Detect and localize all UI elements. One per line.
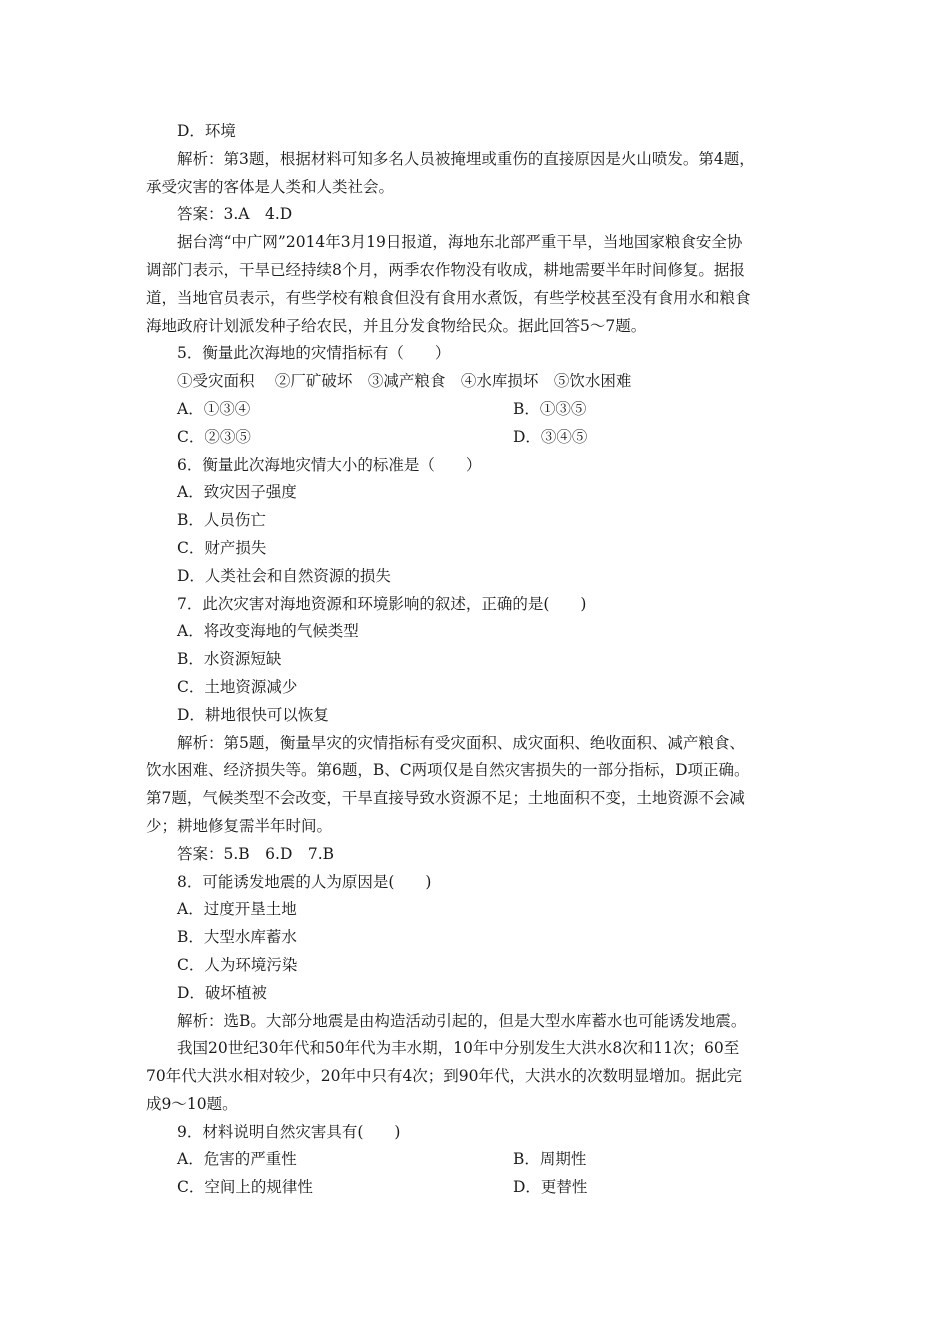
text-line: 解析：选B。大部分地震是由构造活动引起的，但是大型水库蓄水也可能诱发地震。 — [177, 1011, 747, 1030]
option-left: A．①③④ — [177, 399, 251, 418]
text-line: 7．此次灾害对海地资源和环境影响的叙述，正确的是( ) — [177, 594, 587, 613]
text-line: D．破坏植被 — [177, 983, 267, 1002]
text-line: 解析：第3题，根据材料可知多名人员被掩埋或重伤的直接原因是火山喷发。第4题， — [177, 149, 755, 168]
text-line: 据台湾“中广网”2014年3月19日报道，海地东北部严重干旱，当地国家粮食安全协 — [177, 233, 743, 252]
text-line: D．环境 — [177, 122, 236, 140]
text-line: 成9～10题。 — [146, 1094, 238, 1113]
text-line: C．土地资源减少 — [177, 677, 298, 696]
text-line: B．水资源短缺 — [177, 650, 282, 669]
text-line: D．人类社会和自然资源的损失 — [177, 566, 391, 585]
text-line: 我国20世纪30年代和50年代为丰水期，10年中分别发生大洪水8次和11次；60至 — [177, 1039, 740, 1058]
option-right: B．周期性 — [513, 1150, 587, 1169]
text-line: 解析：第5题，衡量旱灾的灾情指标有受灾面积、成灾面积、绝收面积、减产粮食、 — [177, 733, 745, 752]
text-line: D．耕地很快可以恢复 — [177, 705, 329, 724]
option-left: A．危害的严重性 — [177, 1150, 297, 1169]
text-line: C．人为环境污染 — [177, 955, 298, 974]
text-line: 6．衡量此次海地灾情大小的标准是（ ） — [177, 455, 482, 474]
text-line: 调部门表示，干旱已经持续8个月，两季农作物没有收成，耕地需要半年时间修复。据报 — [146, 260, 745, 279]
text-line: 8．可能诱发地震的人为原因是( ) — [177, 872, 432, 891]
text-line: 饮水困难、经济损失等。第6题，B、C两项仅是自然灾害损失的一部分指标，D项正确。 — [146, 761, 750, 780]
option-left: C．②③⑤ — [177, 427, 251, 446]
text-line: 5．衡量此次海地的灾情指标有（ ） — [177, 344, 451, 363]
text-line: ①受灾面积 ②厂矿破坏 ③减产粮食 ④水库损坏 ⑤饮水困难 — [177, 372, 632, 391]
text-line: A．将改变海地的气候类型 — [177, 622, 359, 641]
option-right: B．①③⑤ — [513, 399, 587, 418]
text-line: C．财产损失 — [177, 538, 267, 557]
text-line: 答案：5.B 6.D 7.B — [177, 844, 335, 863]
document-body — [146, 118, 806, 1202]
text-line: 9．材料说明自然灾害具有( ) — [177, 1122, 401, 1141]
text-line: B．人员伤亡 — [177, 511, 266, 530]
option-right: D．③④⑤ — [513, 427, 588, 446]
text-line: 道，当地官员表示，有些学校有粮食但没有食用水煮饭，有些学校甚至没有食用水和粮食 — [146, 288, 751, 307]
option-row — [146, 424, 806, 452]
text-line: A．过度开垦土地 — [177, 900, 297, 919]
option-row — [146, 1146, 806, 1174]
text-line: 海地政府计划派发种子给农民，并且分发食物给民众。据此回答5～7题。 — [146, 316, 647, 335]
text-line: B．大型水库蓄水 — [177, 928, 297, 947]
text-line: 少；耕地修复需半年时间。 — [146, 816, 333, 835]
text-line: 答案：3.A 4.D — [177, 205, 293, 224]
option-left: C．空间上的规律性 — [177, 1178, 313, 1197]
text-line: 70年代大洪水相对较少，20年中只有4次；到90年代，大洪水的次数明显增加。据此完 — [146, 1067, 743, 1086]
option-row — [146, 396, 806, 424]
option-right: D．更替性 — [513, 1178, 588, 1197]
text-line: A．致灾因子强度 — [177, 483, 297, 502]
option-row — [146, 1174, 806, 1202]
text-line: 第7题，气候类型不会改变，干旱直接导致水资源不足；土地面积不变，土地资源不会减 — [146, 789, 745, 808]
text-line: 承受灾害的客体是人类和人类社会。 — [146, 177, 395, 196]
